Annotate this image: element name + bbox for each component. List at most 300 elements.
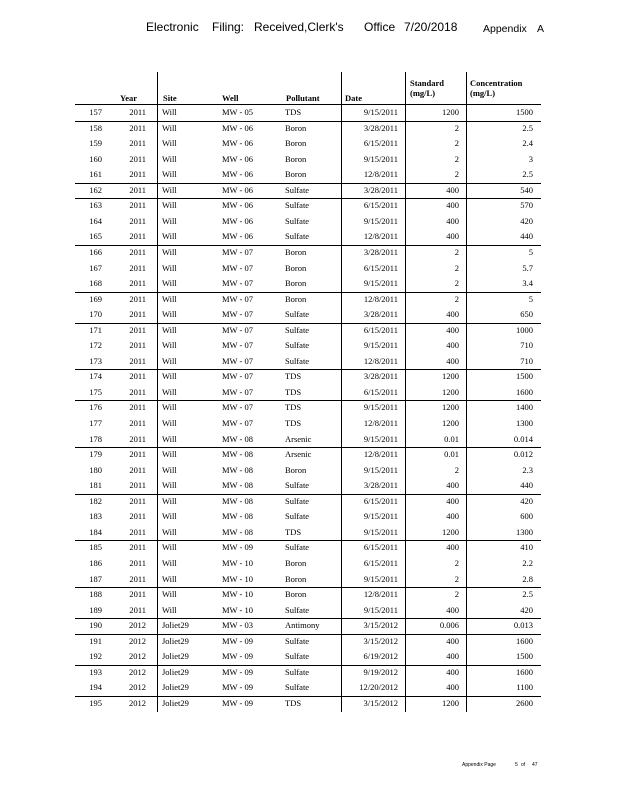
cell-row-number: 173	[89, 355, 102, 366]
cell-concentration: 650	[520, 309, 533, 320]
cell-site: Will	[162, 480, 177, 491]
cell-year: 2011	[129, 184, 146, 195]
cell-pollutant: Sulfate	[285, 200, 310, 211]
cell-well: MW - 06	[222, 200, 254, 211]
cell-date: 6/15/2011	[363, 262, 398, 273]
table-row	[0, 665, 618, 681]
cell-standard: 2	[454, 262, 459, 273]
cell-row-number: 161	[89, 169, 102, 180]
cell-row-number: 171	[89, 324, 102, 335]
cell-site: Will	[162, 418, 177, 428]
cell-concentration: 1500	[516, 107, 533, 117]
cell-row-number: 176	[89, 402, 102, 413]
cell-well: MW - 06	[222, 153, 254, 164]
cell-date: 9/15/2011	[363, 433, 398, 444]
cell-date: 9/15/2011	[363, 573, 398, 584]
cell-year: 2012	[129, 620, 146, 631]
cell-year: 2011	[129, 278, 146, 289]
cell-row-number: 185	[89, 542, 102, 553]
cell-well: MW - 09	[222, 697, 254, 708]
table-row	[0, 229, 618, 245]
cell-standard: 400	[446, 309, 459, 320]
cell-standard: 400	[446, 480, 459, 491]
cell-row-number: 186	[89, 557, 102, 568]
cell-standard: 400	[446, 604, 459, 615]
table-row	[0, 447, 618, 463]
cell-row-number: 166	[89, 246, 102, 257]
header-filing: Filing:	[212, 20, 245, 34]
cell-pollutant: Sulfate	[285, 355, 310, 366]
table-row	[0, 587, 618, 603]
cell-concentration: 0.012	[513, 449, 533, 460]
cell-concentration: 440	[520, 480, 533, 491]
cell-concentration: 2.5	[522, 589, 533, 600]
cell-pollutant: Sulfate	[285, 511, 310, 522]
cell-concentration: 5.7	[522, 262, 533, 273]
cell-well: MW - 06	[222, 215, 254, 226]
cell-site: Will	[162, 526, 177, 537]
cell-row-number: 158	[89, 122, 102, 133]
cell-row-number: 169	[89, 293, 102, 304]
cell-date: 9/19/2012	[363, 666, 398, 677]
cell-site: Joliet29	[162, 651, 189, 662]
table-row	[0, 338, 618, 354]
table-row	[0, 463, 618, 479]
cell-concentration: 3.4	[522, 278, 533, 289]
cell-row-number: 175	[89, 386, 102, 397]
cell-pollutant: Sulfate	[285, 666, 310, 677]
cell-date: 6/15/2011	[363, 386, 398, 397]
cell-concentration: 440	[520, 231, 533, 242]
cell-site: Will	[162, 371, 177, 382]
cell-concentration: 1300	[516, 418, 533, 428]
col-header-standard-name: Standard	[410, 78, 445, 88]
cell-pollutant: Sulfate	[285, 215, 310, 226]
table-row	[0, 354, 618, 370]
cell-site: Will	[162, 557, 177, 568]
cell-row-number: 194	[89, 682, 102, 693]
header-office: Office	[364, 20, 396, 34]
col-header-pollutant: Pollutant	[286, 93, 320, 103]
cell-year: 2011	[129, 480, 146, 491]
cell-date: 3/28/2011	[363, 480, 398, 491]
cell-date: 12/8/2011	[363, 293, 398, 304]
cell-site: Joliet29	[162, 635, 189, 646]
cell-concentration: 0.014	[513, 433, 533, 444]
cell-standard: 400	[446, 635, 459, 646]
cell-standard: 2	[454, 122, 459, 133]
header-appendix-letter: A	[537, 23, 545, 35]
cell-well: MW - 10	[222, 604, 254, 615]
cell-concentration: 1500	[516, 371, 533, 382]
cell-standard: 400	[446, 184, 459, 195]
table-row	[0, 649, 618, 665]
cell-concentration: 420	[520, 604, 533, 615]
cell-site: Will	[162, 184, 177, 195]
cell-date: 3/15/2012	[363, 635, 398, 646]
cell-site: Will	[162, 355, 177, 366]
cell-well: MW - 07	[222, 278, 254, 289]
cell-concentration: 420	[520, 495, 533, 506]
table-row	[0, 152, 618, 168]
cell-pollutant: Sulfate	[285, 495, 310, 506]
cell-standard: 2	[454, 169, 459, 180]
col-header-well: Well	[222, 93, 239, 103]
cell-well: MW - 07	[222, 246, 254, 257]
cell-concentration: 2.5	[522, 122, 533, 133]
page-header	[0, 20, 618, 40]
cell-standard: 1200	[442, 418, 459, 428]
cell-year: 2011	[129, 402, 146, 413]
cell-date: 12/8/2011	[363, 231, 398, 242]
cell-pollutant: Boron	[285, 278, 307, 289]
cell-date: 9/15/2011	[363, 402, 398, 413]
cell-site: Will	[162, 464, 177, 475]
cell-well: MW - 06	[222, 122, 254, 133]
cell-site: Will	[162, 604, 177, 615]
cell-site: Will	[162, 107, 177, 117]
cell-concentration: 2600	[516, 697, 533, 708]
cell-year: 2011	[129, 231, 146, 242]
table-row	[0, 105, 618, 121]
cell-well: MW - 06	[222, 169, 254, 180]
cell-standard: 1200	[442, 371, 459, 382]
cell-concentration: 710	[520, 355, 533, 366]
cell-row-number: 189	[89, 604, 102, 615]
header-electronic: Electronic	[146, 20, 199, 34]
cell-row-number: 191	[89, 635, 102, 646]
cell-row-number: 159	[89, 138, 102, 149]
cell-year: 2011	[129, 495, 146, 506]
cell-date: 6/15/2011	[363, 557, 398, 568]
cell-pollutant: Boron	[285, 153, 307, 164]
cell-standard: 2	[454, 293, 459, 304]
cell-site: Will	[162, 449, 177, 460]
cell-year: 2011	[129, 542, 146, 553]
footer-total: 47	[532, 762, 538, 768]
cell-year: 2012	[129, 682, 146, 693]
cell-date: 6/15/2011	[363, 200, 398, 211]
cell-standard: 1200	[442, 386, 459, 397]
cell-well: MW - 09	[222, 682, 254, 693]
cell-concentration: 540	[520, 184, 533, 195]
cell-well: MW - 08	[222, 480, 254, 491]
cell-year: 2011	[129, 386, 146, 397]
table-row	[0, 323, 618, 339]
cell-row-number: 163	[89, 200, 102, 211]
cell-pollutant: TDS	[285, 697, 302, 708]
cell-concentration: 570	[520, 200, 533, 211]
cell-date: 3/28/2011	[363, 246, 398, 257]
cell-well: MW - 08	[222, 511, 254, 522]
cell-row-number: 179	[89, 449, 102, 460]
header-date: 7/20/2018	[404, 20, 458, 34]
cell-pollutant: Boron	[285, 262, 307, 273]
cell-site: Will	[162, 573, 177, 584]
cell-year: 2011	[129, 355, 146, 366]
cell-pollutant: Boron	[285, 122, 307, 133]
cell-concentration: 2.2	[522, 557, 533, 568]
cell-well: MW - 07	[222, 324, 254, 335]
cell-year: 2011	[129, 573, 146, 584]
cell-row-number: 168	[89, 278, 102, 289]
cell-date: 12/8/2011	[363, 589, 398, 600]
cell-site: Will	[162, 246, 177, 257]
cell-standard: 1200	[442, 697, 459, 708]
cell-site: Joliet29	[162, 697, 189, 708]
cell-date: 9/15/2011	[363, 215, 398, 226]
cell-site: Will	[162, 278, 177, 289]
cell-year: 2011	[129, 449, 146, 460]
cell-date: 9/15/2011	[363, 278, 398, 289]
cell-row-number: 181	[89, 480, 102, 491]
cell-date: 9/15/2011	[363, 604, 398, 615]
cell-standard: 2	[454, 464, 459, 475]
cell-year: 2011	[129, 246, 146, 257]
cell-standard: 2	[454, 278, 459, 289]
cell-year: 2011	[129, 511, 146, 522]
table-row	[0, 416, 618, 432]
cell-year: 2011	[129, 138, 146, 149]
table-row	[0, 276, 618, 292]
cell-well: MW - 10	[222, 589, 254, 600]
cell-concentration: 1600	[516, 635, 533, 646]
cell-pollutant: TDS	[285, 402, 302, 413]
cell-well: MW - 07	[222, 371, 254, 382]
cell-site: Joliet29	[162, 620, 189, 631]
cell-pollutant: Sulfate	[285, 324, 310, 335]
table-row	[0, 540, 618, 556]
cell-site: Will	[162, 293, 177, 304]
cell-row-number: 164	[89, 215, 102, 226]
cell-row-number: 172	[89, 340, 102, 351]
table-row	[0, 167, 618, 183]
cell-pollutant: Arsenic	[285, 433, 312, 444]
table-row	[0, 509, 618, 525]
cell-row-number: 170	[89, 309, 102, 320]
cell-site: Will	[162, 169, 177, 180]
cell-row-number: 192	[89, 651, 102, 662]
cell-well: MW - 09	[222, 666, 254, 677]
cell-concentration: 2.8	[522, 573, 533, 584]
cell-standard: 2	[454, 557, 459, 568]
cell-pollutant: Boron	[285, 557, 307, 568]
cell-standard: 0.01	[444, 449, 459, 460]
cell-row-number: 188	[89, 589, 102, 600]
cell-standard: 1200	[442, 107, 459, 117]
cell-year: 2011	[129, 589, 146, 600]
cell-standard: 400	[446, 215, 459, 226]
cell-year: 2011	[129, 309, 146, 320]
col-header-site: Site	[163, 93, 177, 103]
cell-concentration: 710	[520, 340, 533, 351]
cell-row-number: 178	[89, 433, 102, 444]
cell-pollutant: Sulfate	[285, 231, 310, 242]
cell-year: 2011	[129, 122, 146, 133]
cell-year: 2012	[129, 666, 146, 677]
cell-well: MW - 08	[222, 433, 254, 444]
cell-concentration: 1600	[516, 386, 533, 397]
cell-standard: 400	[446, 231, 459, 242]
cell-concentration: 1400	[516, 402, 533, 413]
cell-pollutant: Boron	[285, 138, 307, 149]
cell-year: 2011	[129, 557, 146, 568]
cell-date: 3/28/2011	[363, 309, 398, 320]
cell-date: 6/15/2011	[363, 138, 398, 149]
table-row	[0, 494, 618, 510]
cell-year: 2011	[129, 200, 146, 211]
cell-year: 2011	[129, 262, 146, 273]
cell-year: 2011	[129, 604, 146, 615]
cell-row-number: 157	[89, 107, 102, 117]
cell-date: 3/28/2011	[363, 122, 398, 133]
cell-well: MW - 07	[222, 262, 254, 273]
col-header-concentration-name: Concentration	[470, 78, 523, 88]
header-appendix: Appendix	[483, 23, 527, 35]
cell-well: MW - 07	[222, 309, 254, 320]
cell-site: Will	[162, 324, 177, 335]
cell-year: 2011	[129, 293, 146, 304]
table-row	[0, 618, 618, 634]
table-row	[0, 556, 618, 572]
cell-standard: 400	[446, 324, 459, 335]
cell-standard: 1200	[442, 526, 459, 537]
table-row	[0, 525, 618, 541]
cell-year: 2011	[129, 371, 146, 382]
cell-pollutant: TDS	[285, 526, 302, 537]
cell-pollutant: TDS	[285, 418, 302, 428]
cell-well: MW - 10	[222, 573, 254, 584]
cell-site: Will	[162, 340, 177, 351]
cell-row-number: 162	[89, 184, 102, 195]
cell-pollutant: Boron	[285, 169, 307, 180]
cell-well: MW - 05	[222, 107, 254, 117]
table-row	[0, 634, 618, 650]
table-row	[0, 478, 618, 494]
cell-concentration: 1000	[516, 324, 533, 335]
cell-pollutant: Sulfate	[285, 635, 310, 646]
cell-row-number: 160	[89, 153, 102, 164]
cell-year: 2011	[129, 526, 146, 537]
cell-row-number: 182	[89, 495, 102, 506]
cell-year: 2012	[129, 697, 146, 708]
table-row	[0, 432, 618, 448]
cell-date: 6/15/2011	[363, 495, 398, 506]
cell-year: 2011	[129, 340, 146, 351]
cell-standard: 2	[454, 153, 459, 164]
cell-year: 2011	[129, 107, 146, 117]
cell-pollutant: Sulfate	[285, 480, 310, 491]
cell-row-number: 174	[89, 371, 102, 382]
col-header-standard-unit: (mg/L)	[410, 88, 436, 98]
table-row	[0, 385, 618, 401]
cell-row-number: 190	[89, 620, 102, 631]
cell-site: Joliet29	[162, 682, 189, 693]
header-received: Received,Clerk's	[254, 20, 344, 34]
cell-concentration: 5	[528, 293, 533, 304]
cell-well: MW - 06	[222, 231, 254, 242]
cell-date: 9/15/2011	[363, 511, 398, 522]
cell-site: Will	[162, 511, 177, 522]
table-row	[0, 261, 618, 277]
cell-standard: 2	[454, 589, 459, 600]
table-row	[0, 603, 618, 619]
cell-site: Will	[162, 433, 177, 444]
cell-pollutant: Boron	[285, 293, 307, 304]
table-row	[0, 292, 618, 308]
cell-site: Will	[162, 495, 177, 506]
cell-date: 12/8/2011	[363, 355, 398, 366]
cell-pollutant: Boron	[285, 246, 307, 257]
cell-standard: 0.006	[439, 620, 459, 631]
cell-standard: 400	[446, 651, 459, 662]
cell-standard: 2	[454, 138, 459, 149]
cell-row-number: 183	[89, 511, 102, 522]
cell-well: MW - 08	[222, 526, 254, 537]
cell-concentration: 0.013	[513, 620, 533, 631]
cell-well: MW - 06	[222, 138, 254, 149]
table-row	[0, 680, 618, 696]
cell-site: Will	[162, 386, 177, 397]
cell-date: 12/8/2011	[363, 449, 398, 460]
table-row	[0, 572, 618, 588]
cell-site: Will	[162, 138, 177, 149]
cell-standard: 400	[446, 666, 459, 677]
cell-standard: 2	[454, 573, 459, 584]
cell-row-number: 180	[89, 464, 102, 475]
cell-site: Will	[162, 122, 177, 133]
cell-standard: 400	[446, 511, 459, 522]
cell-date: 12/8/2011	[363, 169, 398, 180]
cell-well: MW - 08	[222, 464, 254, 475]
cell-site: Will	[162, 402, 177, 413]
cell-concentration: 1500	[516, 651, 533, 662]
cell-year: 2011	[129, 433, 146, 444]
cell-well: MW - 08	[222, 449, 254, 460]
cell-pollutant: Sulfate	[285, 340, 310, 351]
cell-pollutant: Antimony	[285, 620, 320, 631]
cell-year: 2011	[129, 418, 146, 428]
cell-date: 6/19/2012	[363, 651, 398, 662]
cell-standard: 0.01	[444, 433, 459, 444]
cell-row-number: 167	[89, 262, 102, 273]
cell-site: Will	[162, 309, 177, 320]
cell-concentration: 600	[520, 511, 533, 522]
cell-concentration: 410	[520, 542, 533, 553]
cell-row-number: 195	[89, 697, 102, 708]
cell-pollutant: TDS	[285, 107, 302, 117]
table-row	[0, 400, 618, 416]
cell-site: Will	[162, 262, 177, 273]
cell-well: MW - 10	[222, 557, 254, 568]
cell-pollutant: Sulfate	[285, 309, 310, 320]
col-header-concentration	[470, 78, 522, 98]
cell-pollutant: Boron	[285, 589, 307, 600]
col-header-date: Date	[345, 93, 362, 103]
cell-date: 6/15/2011	[363, 542, 398, 553]
cell-row-number: 184	[89, 526, 102, 537]
cell-concentration: 2.3	[522, 464, 533, 475]
cell-concentration: 1100	[516, 682, 533, 693]
cell-date: 9/15/2011	[363, 464, 398, 475]
cell-year: 2011	[129, 324, 146, 335]
cell-date: 9/15/2011	[363, 340, 398, 351]
cell-well: MW - 07	[222, 418, 254, 428]
cell-standard: 400	[446, 200, 459, 211]
cell-year: 2012	[129, 635, 146, 646]
cell-well: MW - 06	[222, 184, 254, 195]
cell-date: 3/28/2011	[363, 371, 398, 382]
